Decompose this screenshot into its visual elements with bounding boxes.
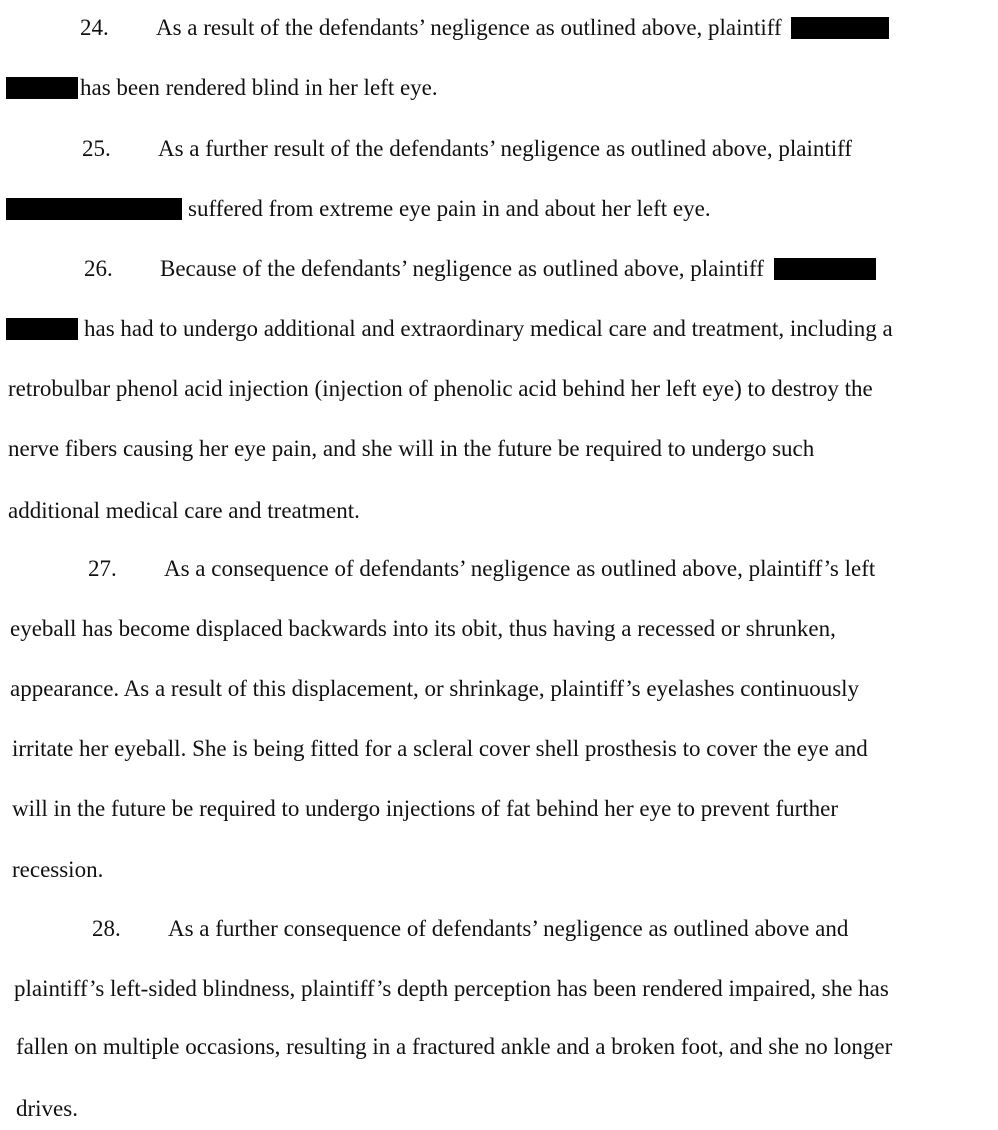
paragraph-text: nerve fibers causing her eye pain, and she will in the future be required to undergo such [8, 436, 815, 461]
paragraph-text: As a consequence of defendants’ negligence as outlined above, plaintiff’s left [164, 556, 876, 581]
redacted-name-box [774, 258, 876, 280]
paragraph-text: suffered from extreme eye pain in and about her left eye. [188, 196, 711, 221]
paragraph-25-line-1 [82, 134, 852, 164]
paragraph-text: As a further result of the defendants’ negligence as outlined above, plaintiff [158, 136, 853, 161]
paragraph-number: 28. [92, 916, 121, 941]
paragraph-26-line-2 [6, 314, 893, 344]
paragraph-text: will in the future be required to undergo injections of fat behind her eye to prevent further [12, 796, 839, 821]
paragraph-text: additional medical care and treatment. [8, 498, 360, 523]
paragraph-26-line-3 [8, 374, 873, 404]
paragraph-27-line-1 [88, 554, 875, 584]
paragraph-text: As a result of the defendants’ negligence as outlined above, plaintiff [156, 15, 782, 40]
paragraph-number: 24. [80, 15, 109, 40]
redacted-name-box [6, 318, 78, 340]
paragraph-number: 27. [88, 556, 117, 581]
paragraph-28-line-1 [92, 914, 848, 944]
paragraph-number: 26. [84, 256, 113, 281]
paragraph-27-line-5 [12, 794, 838, 824]
paragraph-text: plaintiff’s left-sided blindness, plaintiff’s depth perception has been rendered impaired, she has [14, 976, 889, 1001]
paragraph-28-line-3 [16, 1032, 892, 1062]
paragraph-text: eyeball has become displaced backwards into its obit, thus having a recessed or shrunken, [10, 616, 836, 641]
paragraph-26-line-5 [8, 496, 360, 526]
paragraph-28-line-2 [14, 974, 889, 1004]
paragraph-27-line-4 [12, 734, 868, 764]
paragraph-text: As a further consequence of defendants’ negligence as outlined above and [168, 916, 849, 941]
redacted-name-box [791, 17, 889, 39]
paragraph-27-line-3 [10, 674, 859, 704]
paragraph-28-line-4 [16, 1094, 78, 1124]
paragraph-text: recession. [12, 857, 104, 882]
paragraph-24-line-1 [80, 13, 889, 43]
redacted-name-box [6, 77, 78, 99]
paragraph-26-line-1 [84, 254, 876, 284]
paragraph-text: Because of the defendants’ negligence as outlined above, plaintiff [160, 256, 764, 281]
paragraph-25-line-2 [6, 194, 711, 224]
redacted-name-box [6, 198, 182, 220]
paragraph-text: fallen on multiple occasions, resulting in a fractured ankle and a broken foot, and she no longer [16, 1034, 893, 1059]
paragraph-number: 25. [82, 136, 111, 161]
paragraph-text: irritate her eyeball. She is being fitted for a scleral cover shell prosthesis to cover the eye and [12, 736, 868, 761]
paragraph-27-line-2 [10, 614, 836, 644]
paragraph-text: has been rendered blind in her left eye. [80, 75, 438, 100]
paragraph-26-line-4 [8, 434, 814, 464]
paragraph-24-line-2 [6, 73, 438, 103]
paragraph-text: drives. [16, 1096, 78, 1121]
paragraph-text: retrobulbar phenol acid injection (injection of phenolic acid behind her left eye) to destroy the [8, 376, 873, 401]
paragraph-27-line-6 [12, 855, 103, 885]
paragraph-text: appearance. As a result of this displacement, or shrinkage, plaintiff’s eyelashes continuously [10, 676, 860, 701]
paragraph-text: has had to undergo additional and extraordinary medical care and treatment, including a [84, 316, 893, 341]
